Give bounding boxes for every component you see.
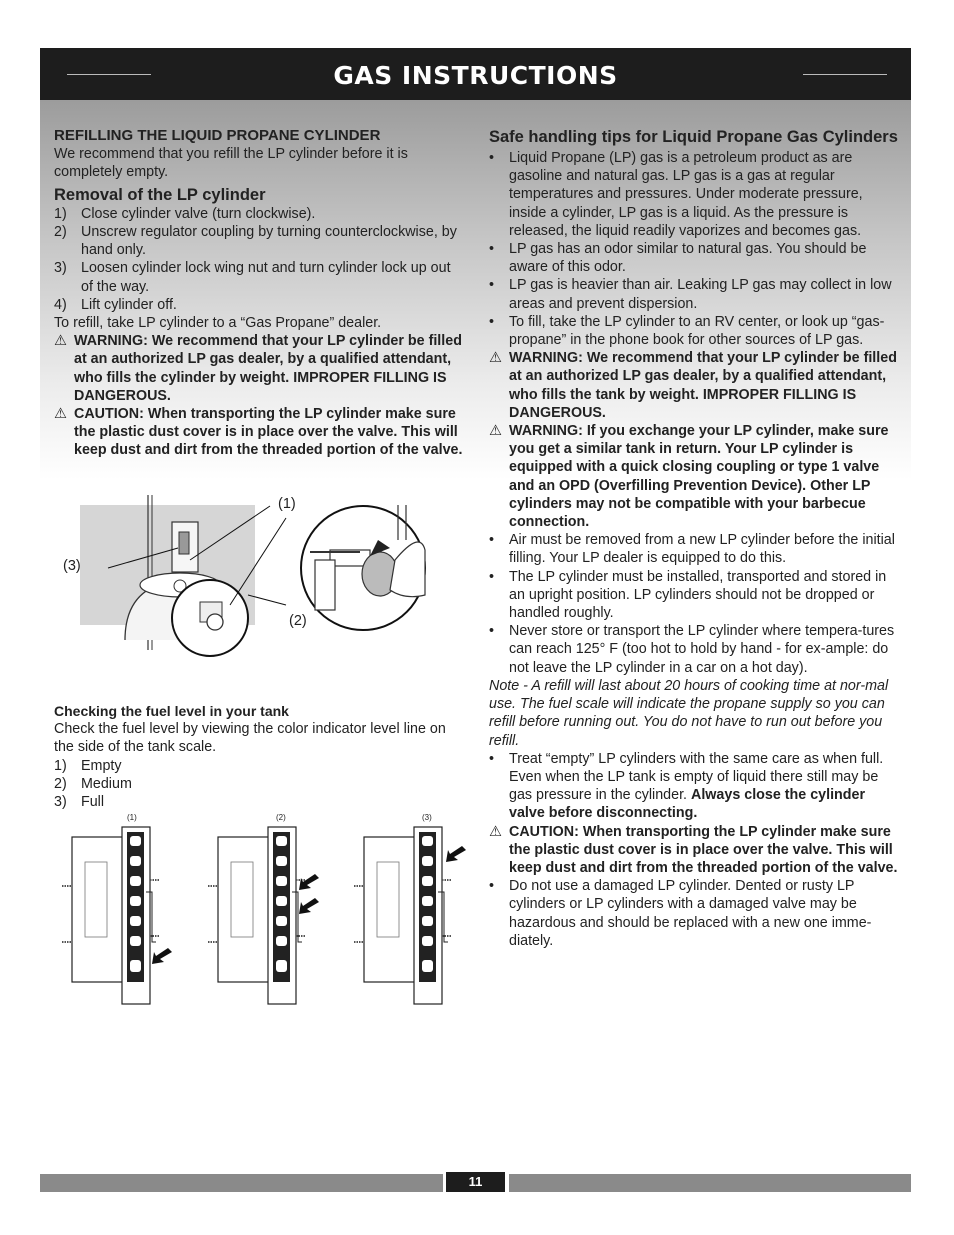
figure-label-3: (3) [63,558,81,574]
refill-heading: REFILLING THE LIQUID PROPANE CYLINDER [54,127,381,144]
safe-handling-heading: Safe handling tips for Liquid Propane Gas Cylinders [489,128,898,146]
list-item: • Treat “empty” LP cylinders with the same care as when full. Even when the LP tank is empty of liquid there still may be gas pressure in the cylinder. Always close the cylinder valve before disconnecting. [489,750,884,822]
scale-label-2: (2) [276,813,286,822]
list-item: 2) Medium [54,775,132,792]
list-item: 4) Lift cylinder off. [54,296,177,313]
warning-triangle-icon: ⚠ [54,333,67,350]
caution-block: ⚠ CAUTION: When transporting the LP cylinder make sure the plastic dust cover is in place over the valve. This will keep dust and dirt from the threaded portion of the valve. [489,823,898,876]
safety-bullets-d [489,877,899,950]
removal-heading: Removal of the LP cylinder [54,185,266,204]
fuel-level-section [54,702,464,811]
list-item: • Liquid Propane (LP) gas is a petroleum product as are gasoline and natural gas. LP gas is a gas at regular temperatures and pressures. Under moderate pressure, inside a cylinder, LP gas is a liquid. As the pressure is released, the liquid readily vaporizes and becomes gas. [489,150,863,239]
page-header [40,48,911,100]
fuel-intro: Check the fuel level by viewing the color indicator level line on the side of the tank scale. [54,721,446,756]
warning-block: ⚠ WARNING: If you exchange your LP cylinder, make sure you get a similar tank in return. Your LP cylinder is equipped with a quick closing coupling or type 1 valve and an OPD (Overfilling Prevention Device). Other LP cylinders may not be compatible with your barbecue connection. [489,423,889,531]
refill-note: To refill, take LP cylinder to a “Gas Propane” dealer. [54,315,382,332]
figure-label-2: (2) [289,613,307,629]
warning-block: ⚠ WARNING: We recommend that your LP cylinder be filled at an authorized LP gas dealer, by a qualified attendant, who fills the cylinder by weight. IMPROPER FILLING IS DANGEROUS. [54,333,462,404]
warning-triangle-icon: ⚠ [489,423,502,440]
list-item: • Do not use a damaged LP cylinder. Dented or rusty LP cylinders or LP cylinders with a damaged valve may be hazardous and should be replaced with a new one imme-diately. [489,878,872,949]
right-column [489,127,899,950]
page-title: GAS INSTRUCTIONS [333,61,618,90]
list-item: 1) Empty [54,757,122,774]
warning-triangle-icon: ⚠ [489,823,502,840]
refill-intro: We recommend that you refill the LP cylinder before it is completely empty. [54,146,408,181]
fuel-scale-figures [60,812,470,1012]
list-item: • Never store or transport the LP cylinder where tempera-tures can reach 125° F (too hot to hold by hand - for ex-ample: do not leave the LP cylinder in a car on a hot day). [489,623,895,676]
list-item: 1) Close cylinder valve (turn clockwise). [54,205,316,222]
scale-label-3: (3) [422,813,432,822]
left-column [54,127,464,460]
warning-triangle-icon: ⚠ [489,350,502,367]
figure-label-1: (1) [278,496,296,512]
list-item: • To fill, take the LP cylinder to an RV center, or look up “gas-propane” in the phone book for other sources of LP gas. [489,313,885,349]
footer-bar-left [40,1174,443,1192]
list-item: • Air must be removed from a new LP cylinder before the initial filling. Your LP dealer is equipped to do this. [489,532,895,567]
list-item: 3) Full [54,794,105,811]
caution-block: ⚠ CAUTION: When transporting the LP cylinder make sure the plastic dust cover is in place over the valve. This will keep dust and dirt from the threaded portion of the valve. [54,406,463,459]
list-item: • LP gas has an odor similar to natural gas. You should be aware of this odor. [489,241,867,276]
list-item: 2) Unscrew regulator coupling by turning counterclockwise, by hand only. [54,224,457,259]
list-item: • LP gas is heavier than air. Leaking LP gas may collect in low areas and prevent dispersion. [489,277,892,312]
footer-bar-right [509,1174,911,1192]
removal-steps [54,205,464,314]
fuel-levels [54,757,464,812]
safety-bullets-a [489,149,899,349]
refill-duration-note: Note - A refill will last about 20 hours of cooking time at nor-mal use. The fuel scale will indicate the propane supply so you can refill before running out. You do not have to run out before you refill. [489,677,889,749]
header-rule-right [803,74,887,75]
cylinder-removal-figure [60,490,460,660]
fuel-heading: Checking the fuel level in your tank [54,703,289,719]
warning-triangle-icon: ⚠ [54,406,67,423]
warning-block: ⚠ WARNING: We recommend that your LP cylinder be filled at an authorized LP gas dealer, by a qualified attendant, who fills the tank by weight. IMPROPER FILLING IS DANGEROUS. [489,350,897,421]
list-item: • The LP cylinder must be installed, transported and stored in an upright position. LP cylinders should not be dropped or handled roughly. [489,568,887,622]
safety-bullets-b [489,531,899,677]
scale-label-1: (1) [127,813,137,822]
list-item: 3) Loosen cylinder lock wing nut and turn cylinder lock up out of the way. [54,260,451,295]
page-number: 11 [446,1172,505,1192]
safety-bullets-c [489,750,899,823]
